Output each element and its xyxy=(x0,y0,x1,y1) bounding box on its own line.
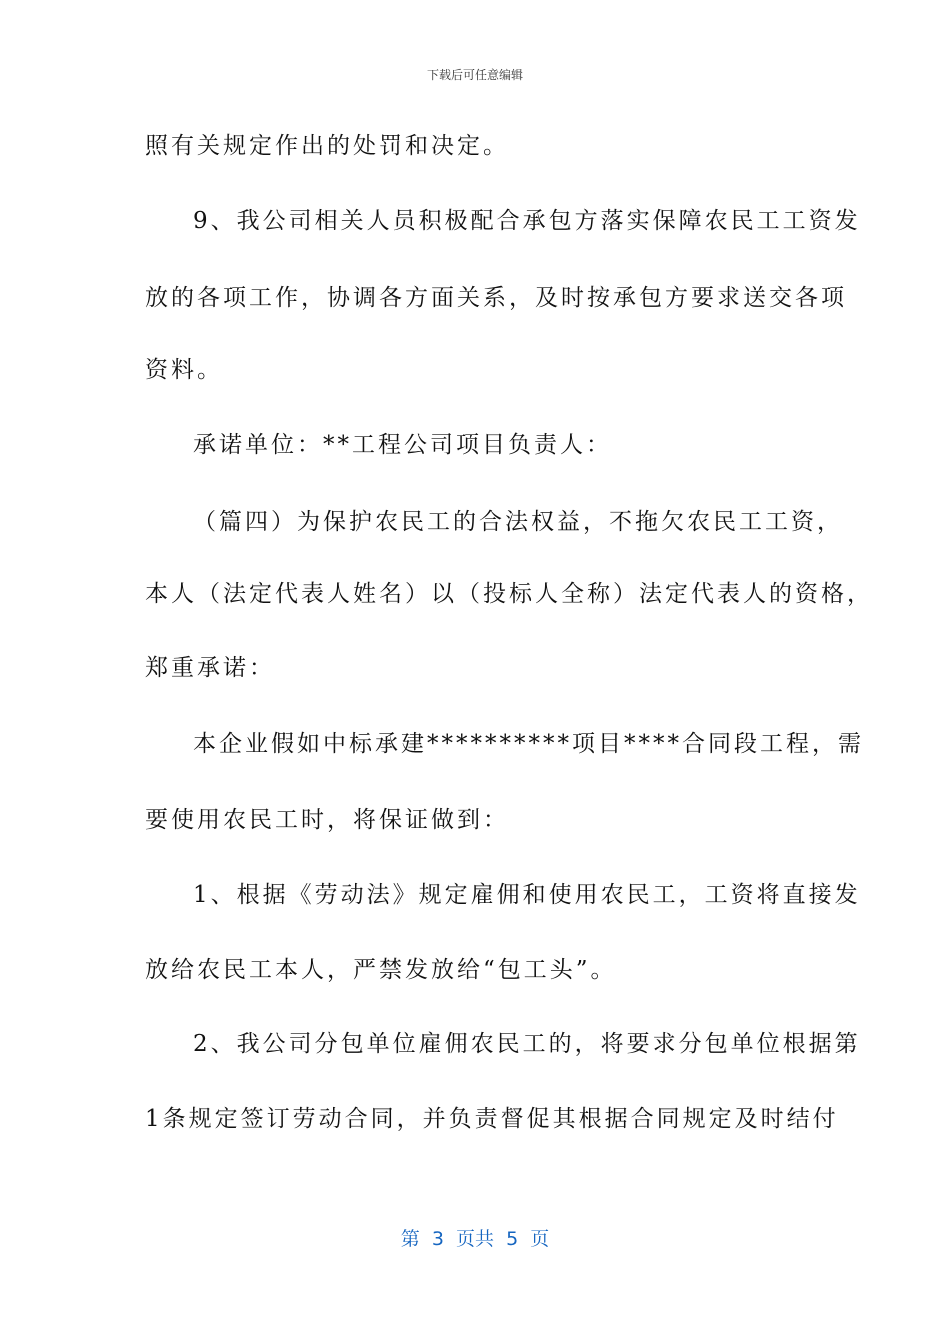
text-line-7: 本人（法定代表人姓名）以（投标人全称）法定代表人的资格， xyxy=(145,581,873,607)
text-line-11: 1、根据《劳动法》规定雇佣和使用农民工，工资将直接发 xyxy=(193,882,861,908)
text-line-10: 要使用农民工时，将保证做到： xyxy=(145,807,509,833)
text-line-14: 1条规定签订劳动合同，并负责督促其根据合同规定及时结付 xyxy=(145,1106,839,1132)
text-line-13: 2、我公司分包单位雇佣农民工的，将要求分包单位根据第 xyxy=(193,1031,861,1057)
text-line-8: 郑重承诺： xyxy=(145,655,275,681)
text-line-3: 放的各项工作，协调各方面关系，及时按承包方要求送交各项 xyxy=(145,285,847,311)
text-line-6: （篇四）为保护农民工的合法权益，不拖欠农民工工资， xyxy=(193,509,843,535)
text-line-12: 放给农民工本人，严禁发放给“包工头”。 xyxy=(145,957,617,983)
header-note: 下载后可任意编辑 xyxy=(426,68,523,82)
text-line-5: 承诺单位：**工程公司项目负责人： xyxy=(193,432,612,458)
text-line-1: 照有关规定作出的处罚和决定。 xyxy=(145,133,509,159)
page-number-footer: 第 3 页共 5 页 xyxy=(400,1228,550,1250)
text-line-9: 本企业假如中标承建**********项目****合同段工程，需 xyxy=(193,731,864,757)
text-line-2: 9、我公司相关人员积极配合承包方落实保障农民工工资发 xyxy=(193,208,861,234)
text-line-4: 资料。 xyxy=(145,357,223,383)
